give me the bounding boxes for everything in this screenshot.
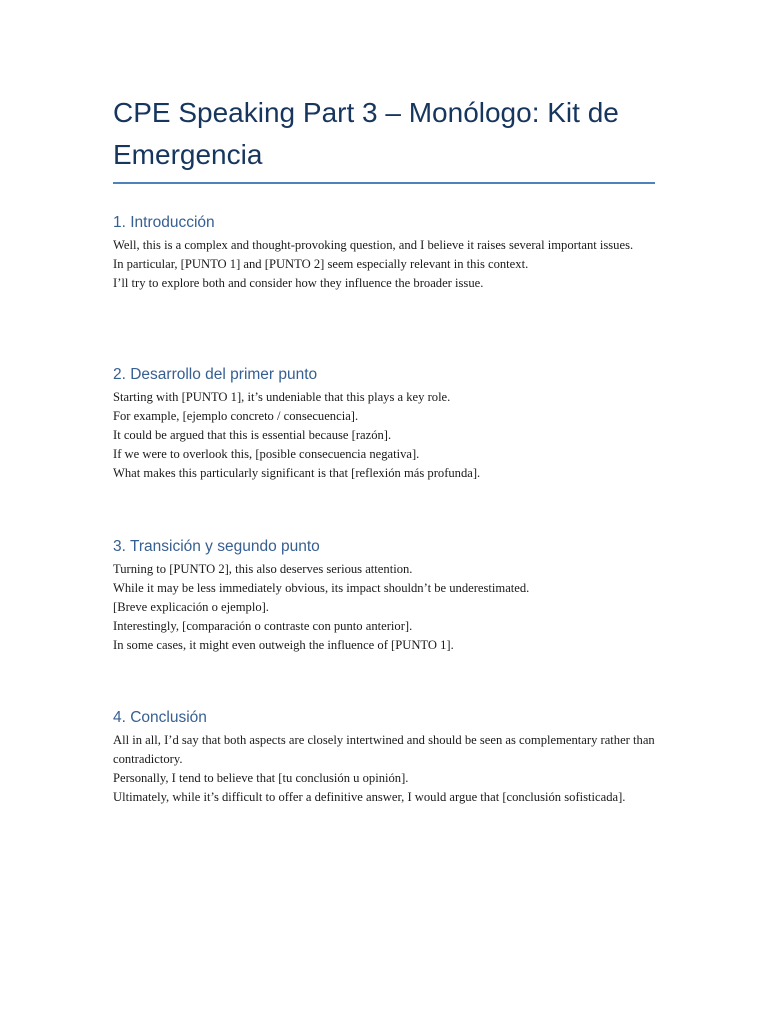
section-heading: 2. Desarrollo del primer punto xyxy=(113,366,318,383)
body-line: In particular, [PUNTO 1] and [PUNTO 2] seem especially relevant in this context. xyxy=(113,257,529,271)
title-underline-rule xyxy=(113,182,655,184)
document-page xyxy=(113,92,655,804)
section-heading: 4. Conclusión xyxy=(113,709,207,726)
body-line: In some cases, it might even outweigh the influence of [PUNTO 1]. xyxy=(113,638,454,652)
body-line: Interestingly, [comparación o contraste con punto anterior]. xyxy=(113,619,413,633)
section-heading: 3. Transición y segundo punto xyxy=(113,538,320,555)
body-line: Starting with [PUNTO 1], it’s undeniable that this plays a key role. xyxy=(113,390,451,404)
body-line: All in all, I’d say that both aspects are closely intertwined and should be seen as complementary rather than contradictory. xyxy=(113,733,655,766)
body-line: Well, this is a complex and thought-provoking question, and I believe it raises several important issues. xyxy=(113,238,634,252)
section-introduccion xyxy=(113,213,655,293)
section-body xyxy=(113,731,655,807)
body-line: It could be argued that this is essential because [razón]. xyxy=(113,428,392,442)
body-line: I’ll try to explore both and consider how they influence the broader issue. xyxy=(113,276,484,290)
body-line: What makes this particularly significant is that [reflexión más profunda]. xyxy=(113,466,481,480)
section-segundo-punto xyxy=(113,537,655,655)
section-body xyxy=(113,560,655,655)
body-line: While it may be less immediately obvious, its impact shouldn’t be underestimated. xyxy=(113,581,530,595)
section-primer-punto xyxy=(113,365,655,483)
body-line: [Breve explicación o ejemplo]. xyxy=(113,600,269,614)
body-line: Ultimately, while it’s difficult to offer a definitive answer, I would argue that [conclusión sofisticada]. xyxy=(113,790,626,804)
body-line: For example, [ejemplo concreto / consecuencia]. xyxy=(113,409,359,423)
body-line: Personally, I tend to believe that [tu conclusión u opinión]. xyxy=(113,771,409,785)
body-line: Turning to [PUNTO 2], this also deserves serious attention. xyxy=(113,562,413,576)
section-body xyxy=(113,388,655,483)
section-heading: 1. Introducción xyxy=(113,214,215,231)
document-title: CPE Speaking Part 3 – Monólogo: Kit de Emergencia xyxy=(113,97,619,170)
body-line: If we were to overlook this, [posible consecuencia negativa]. xyxy=(113,447,420,461)
section-conclusion xyxy=(113,708,655,807)
section-body xyxy=(113,236,655,293)
